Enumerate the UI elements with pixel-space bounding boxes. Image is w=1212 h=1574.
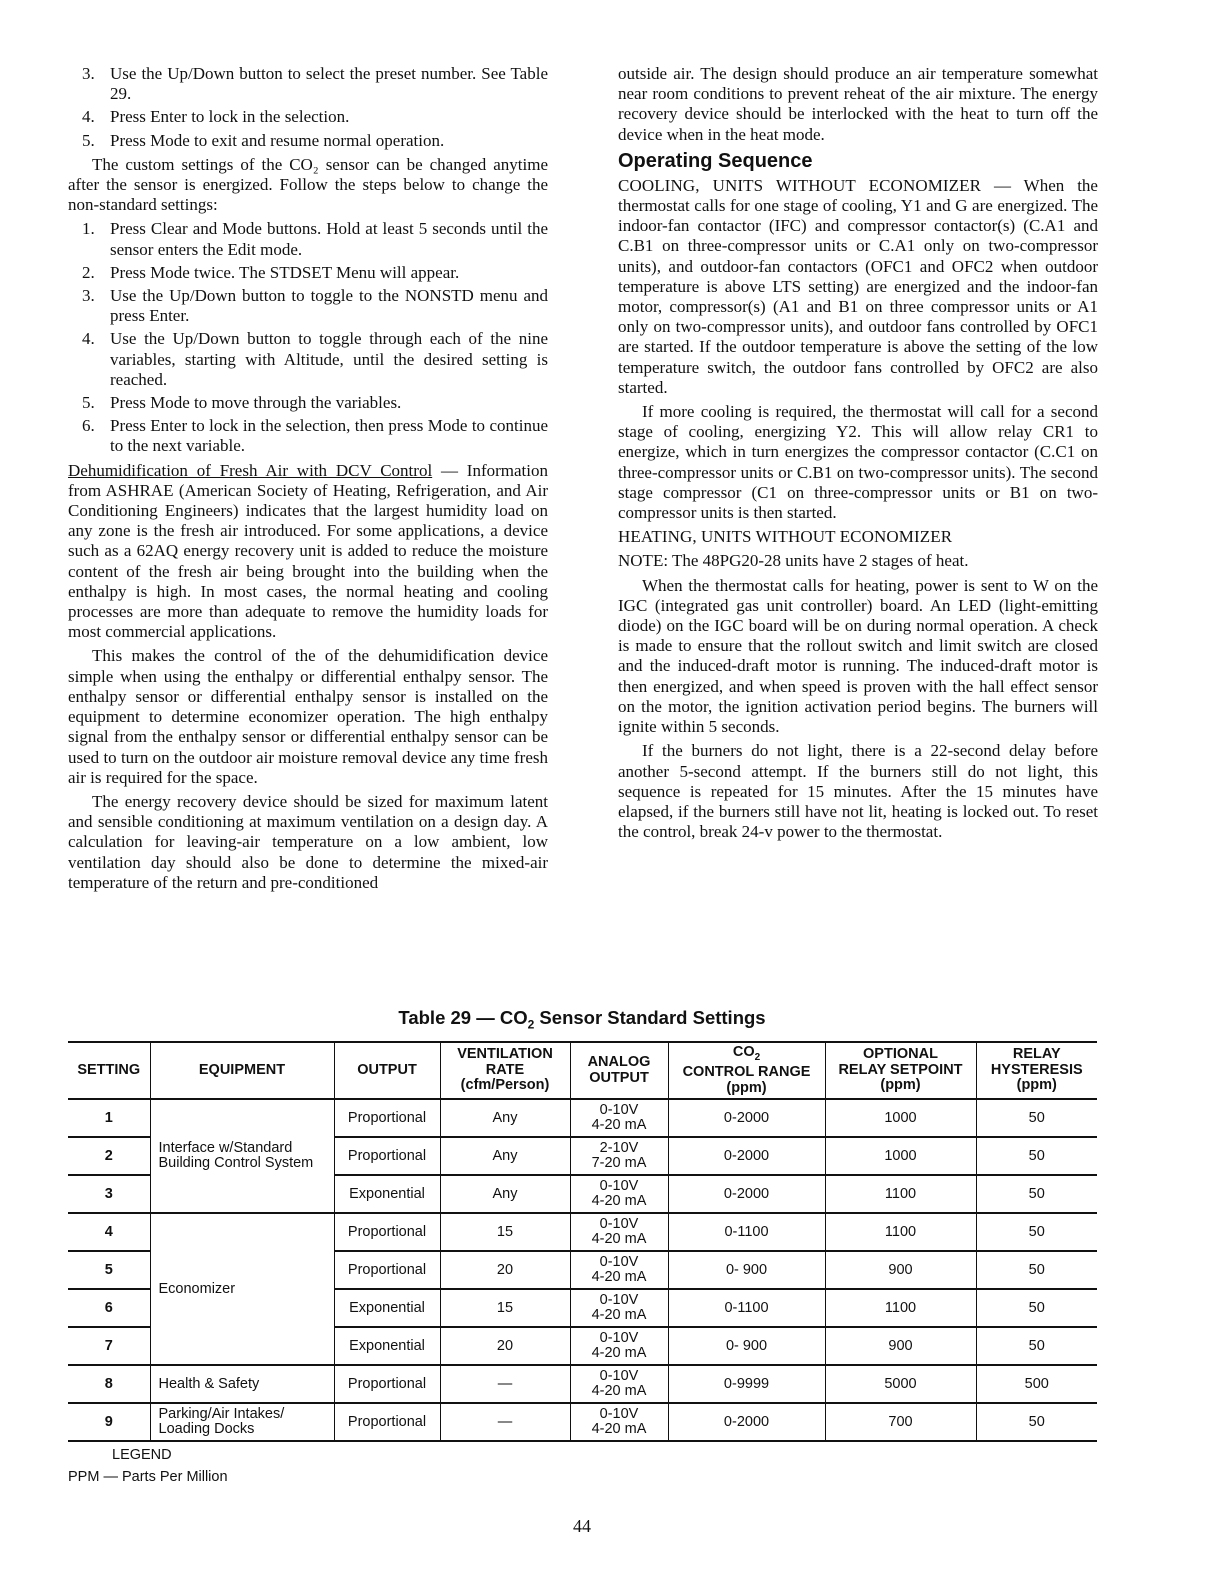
cell-setpoint: 900 [825,1327,976,1365]
header-co2-range: $CO_2$ CONTROL RANGE (ppm) [668,1042,825,1099]
header-relay-setpoint: OPTIONAL RELAY SETPOINT (ppm) [825,1042,976,1099]
cell-analog: 0-10V 4-20 mA [570,1365,668,1403]
cell-analog: 0-10V 4-20 mA [570,1251,668,1289]
cell-range: 0- 900 [668,1327,825,1365]
note-paragraph: NOTE: The 48PG20-28 units have 2 stages of heat. [618,551,969,571]
cell-setpoint: 1000 [825,1099,976,1137]
cooling-paragraph: COOLING, UNITS WITHOUT ECONOMIZER — When the thermostat calls for one stage of cooling, Y1 and G are energized. The indoor-fan contactor (IFC) and compressor contactor(s) (C.A1 and C.B1 on three-compressor units or C.A1 only on two-compressor units), and outdoor-fan contactors (OFC1 and OFC2 when outdoor temperature is above LTS setting) are energized and the indoor-fan motor, compressor(s) (A1 and B1 on three compressor units or A1 only on two-compressor units), and outdoor fans controlled by OFC1 are started. If the outdoor temperature is above the setting of the low temperature switch, the outdoor fans controlled by OFC2 are also started. [618,175,1098,397]
cell-equipment: Interface w/Standard Building Control System [150,1099,334,1213]
cell-hysteresis: 50 [976,1251,1097,1289]
cell-setting: 1 [68,1099,150,1137]
cell-output: Proportional [334,1365,440,1403]
more-cooling-paragraph: If more cooling is required, the thermostat will call for a second stage of cooling, energizing Y2. This will allow relay CR1 to energize, which in turn energizes the compressor contactor (C.C1 on three-compressor units or C.B1 on two-compressor units). The second stage compressor (C1 on three-compressor units or B1 on two-compressor units is then started. [618,402,1098,523]
cell-setting: 7 [68,1327,150,1365]
header-analog-output: ANALOG OUTPUT [570,1042,668,1099]
cell-range: 0-2000 [668,1403,825,1441]
cell-ventilation: Any [440,1099,570,1137]
cell-analog: 0-10V 4-20 mA [570,1289,668,1327]
heating-title: HEATING, UNITS WITHOUT ECONOMIZER [618,527,953,547]
co2-settings-table [68,1041,1097,1442]
cell-output: Proportional [334,1403,440,1441]
cell-equipment: Parking/Air Intakes/ Loading Docks [150,1403,334,1441]
cell-analog: 0-10V 4-20 mA [570,1327,668,1365]
list-item: 6. Press Enter to lock in the selection, then press Mode to continue to the next variable. [82,416,548,456]
cell-setting: 5 [68,1251,150,1289]
cell-setting: 6 [68,1289,150,1327]
dehumidification-title: Dehumidification of Fresh Air with DCV Control [68,460,433,480]
cell-setting: 8 [68,1365,150,1403]
custom-settings-paragraph: The custom settings of the CO₂ sensor can be changed anytime after the sensor is energized. Follow the steps below to change the non-standard settings: [68,154,548,215]
header-setting: SETTING [68,1042,150,1099]
cell-range: 0-2000 [668,1175,825,1213]
cell-ventilation: Any [440,1137,570,1175]
cell-setting: 3 [68,1175,150,1213]
cell-output: Exponential [334,1289,440,1327]
list-item: 4. Use the Up/Down button to toggle through each of the nine variables, starting with Altitude, until the desired setting is reached. [82,329,548,389]
section-heading: Operating Sequence [618,149,813,172]
cell-ventilation: — [440,1365,570,1403]
cell-hysteresis: 50 [976,1137,1097,1175]
cell-equipment: Economizer [150,1213,334,1365]
cell-setpoint: 900 [825,1251,976,1289]
cell-hysteresis: 50 [976,1213,1097,1251]
legend-title: LEGEND [112,1447,172,1463]
cell-hysteresis: 50 [976,1289,1097,1327]
cell-analog: 0-10V 4-20 mA [570,1175,668,1213]
cell-output: Proportional [334,1099,440,1137]
cell-ventilation: 15 [440,1289,570,1327]
cell-hysteresis: 50 [976,1099,1097,1137]
cooling-title: COOLING, UNITS WITHOUT ECONOMIZER [618,175,982,195]
table-title: Table 29 — $CO_2$ Sensor Standard Settings [398,1007,766,1032]
heating-paragraph: When the thermostat calls for heating, power is sent to W on the IGC (integrated gas unit controller) board. An LED (light-emitting diode) on the IGC board will be on during normal operation. A check is made to ensure that the rollout switch and limit switch are closed and the induced-draft motor is running. The induced-draft motor is then energized, and when speed is proven with the hall effect sensor on the motor, the ignition activation period begins. The burners will ignite within 5 seconds. [618,575,1098,737]
table-header-row [68,1042,1097,1099]
cell-ventilation: 20 [440,1251,570,1289]
nonstandard-steps-list [68,219,548,456]
list-item: 3. Use the Up/Down button to toggle to the NONSTD menu and press Enter. [82,286,548,326]
header-relay-hysteresis: RELAY HYSTERESIS (ppm) [976,1042,1097,1099]
cell-setpoint: 1000 [825,1137,976,1175]
cell-setting: 9 [68,1403,150,1441]
control-paragraph: This makes the control of the of the dehumidification device simple when using the enthalpy or differential enthalpy sensor. The enthalpy sensor or differential enthalpy sensor is installed on the equipment to determine economizer operation. The high enthalpy signal from the enthalpy sensor or differential enthalpy sensor can be used to turn on the outdoor air moisture removal device any time fresh air is required for the space. [68,646,548,787]
cell-ventilation: — [440,1403,570,1441]
cell-output: Proportional [334,1251,440,1289]
right-column [618,64,1098,846]
cell-setpoint: 700 [825,1403,976,1441]
cell-analog: 0-10V 4-20 mA [570,1213,668,1251]
cell-hysteresis: 50 [976,1327,1097,1365]
list-item: 5. Press Mode to exit and resume normal operation. [82,130,445,150]
list-item: 4. Press Enter to lock in the selection. [82,107,350,127]
cell-range: 0-2000 [668,1137,825,1175]
header-ventilation-rate: VENTILATION RATE (cfm/Person) [440,1042,570,1099]
cell-analog: 2-10V 7-20 mA [570,1137,668,1175]
cell-setpoint: 1100 [825,1289,976,1327]
cell-setpoint: 1100 [825,1213,976,1251]
header-output: OUTPUT [334,1042,440,1099]
left-column [68,64,548,897]
outside-air-paragraph: outside air. The design should produce an air temperature somewhat near room conditions to prevent reheat of the air mixture. The energy recovery device should be interlocked with the heat to turn off the device when in the heat mode. [618,64,1098,144]
header-equipment: EQUIPMENT [150,1042,334,1099]
cell-hysteresis: 50 [976,1175,1097,1213]
table-row [68,1099,1097,1137]
cell-analog: 0-10V 4-20 mA [570,1099,668,1137]
cell-range: 0-9999 [668,1365,825,1403]
dehumidification-paragraph: Dehumidification of Fresh Air with DCV Control — Information from ASHRAE (American Society of Heating, Refrigeration, and Air Conditioning Engineers) indicates that the largest humidity load on any zone is the fresh air introduced. For some applications, a device such as a 62AQ energy recovery unit is added to reduce the moisture content of the fresh air being brought into the building when the enthalpy is high. In most cases, the normal heating and cooling processes are more than adequate to remove the humidity loads for most commercial applications. [68,460,548,642]
preset-steps-list [68,64,548,151]
table-legend [68,1444,228,1488]
cell-ventilation: 15 [440,1213,570,1251]
legend-entry: PPM — Parts Per Million [68,1469,228,1485]
cell-ventilation: 20 [440,1327,570,1365]
cell-output: Proportional [334,1137,440,1175]
list-item: 2. Press Mode twice. The STDSET Menu will appear. [82,262,460,282]
burners-paragraph: If the burners do not light, there is a 22-second delay before another 5-second attempt. If the burners still do not light, this sequence is repeated for 15 minutes. After the 15 minutes have elapsed, if the burners still have not lit, heating is locked out. To reset the control, break 24-v power to the thermostat. [618,741,1098,842]
cell-range: 0-1100 [668,1289,825,1327]
cell-setpoint: 1100 [825,1175,976,1213]
cell-range: 0- 900 [668,1251,825,1289]
table-row [68,1213,1097,1251]
list-item: 1. Press Clear and Mode buttons. Hold at least 5 seconds until the sensor enters the Edit mode. [82,219,548,259]
cell-setpoint: 5000 [825,1365,976,1403]
cell-output: Exponential [334,1327,440,1365]
cell-hysteresis: 500 [976,1365,1097,1403]
cell-ventilation: Any [440,1175,570,1213]
table-row [68,1403,1097,1441]
cell-equipment: Health & Safety [150,1365,334,1403]
table-row [68,1365,1097,1403]
page-number: 44 [573,1516,591,1536]
cell-analog: 0-10V 4-20 mA [570,1403,668,1441]
list-item: 3. Use the Up/Down button to select the preset number. See Table 29. [82,64,548,104]
cell-output: Exponential [334,1175,440,1213]
cell-range: 0-1100 [668,1213,825,1251]
cell-range: 0-2000 [668,1099,825,1137]
energy-recovery-paragraph: The energy recovery device should be sized for maximum latent and sensible conditioning at maximum ventilation on a design day. A calculation for leaving-air temperature on a low ambient, low ventilation day should also be done to determine the mixed-air temperature of the return and pre-conditioned [68,791,548,892]
cell-setting: 4 [68,1213,150,1251]
cell-output: Proportional [334,1213,440,1251]
cell-hysteresis: 50 [976,1403,1097,1441]
cell-setting: 2 [68,1137,150,1175]
list-item: 5. Press Mode to move through the variables. [82,393,402,413]
